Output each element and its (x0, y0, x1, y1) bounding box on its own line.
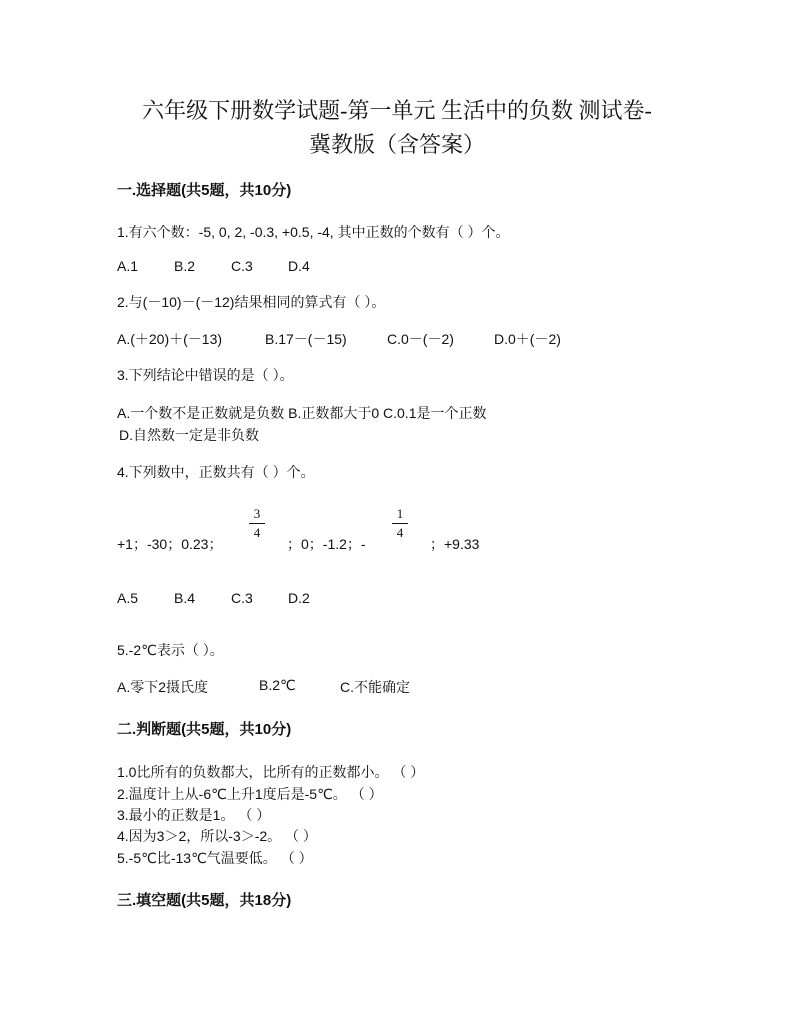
judge-item-2: 2.温度计上从-6℃上升1度后是-5℃。 （ ） (117, 786, 383, 802)
document-title-line2: 冀教版（含答案） (308, 132, 485, 157)
question-2-option-a: A.(＋20)＋(－13) (117, 331, 223, 347)
question-2-option-d: D.0＋(－2) (494, 331, 561, 347)
question-3-options-row2: D.自然数一定是非负数 (119, 427, 259, 443)
question-2-option-b: B.17－(－15) (265, 331, 347, 347)
question-3-stem: 3.下列结论中错误的是（ ）。 (117, 367, 294, 383)
judge-item-4: 4.因为3＞2，所以-3＞-2。 （ ） (117, 828, 317, 844)
fraction-1-numerator: 3 (253, 506, 261, 521)
question-4-option-d: D.2 (288, 590, 310, 606)
section-heading-choice: 一.选择题(共5题，共10分) (117, 182, 292, 199)
fraction-three-quarters (247, 506, 267, 541)
question-1-stem: 1.有六个数：-5, 0, 2, -0.3, +0.5, -4, 其中正数的个数有（ ）个。 (117, 224, 510, 240)
question-4-option-c: C.3 (231, 590, 253, 606)
question-1-option-a: A.1 (117, 258, 139, 274)
question-4-numbers-part1: +1；-30；0.23； (117, 536, 223, 552)
section-heading-judge: 二.判断题(共5题，共10分) (117, 721, 292, 738)
fraction-one-quarter (390, 506, 410, 541)
judge-item-3: 3.最小的正数是1。 （ ） (117, 807, 271, 823)
fraction-2-numerator: 1 (396, 506, 404, 521)
question-4-numbers-part3: ；+9.33 (430, 536, 480, 552)
question-4-stem: 4.下列数中，正数共有（ ）个。 (117, 464, 315, 480)
fraction-1-denominator: 4 (253, 525, 261, 540)
section-heading-fill: 三.填空题(共5题，共18分) (117, 892, 292, 909)
fraction-2-denominator: 4 (396, 525, 404, 540)
question-1-option-d: D.4 (288, 258, 310, 274)
question-2-option-c: C.0－(－2) (387, 331, 454, 347)
document-title-line1: 六年级下册数学试题-第一单元 生活中的负数 测试卷- (142, 98, 652, 123)
question-4-option-a: A.5 (117, 590, 139, 606)
question-4-option-b: B.4 (174, 590, 196, 606)
question-5-option-c: C.不能确定 (340, 679, 410, 695)
fraction-1-bar (249, 523, 265, 524)
question-3-options-row1: A.一个数不是正数就是负数 B.正数都大于0 C.0.1是一个正数 (117, 405, 487, 421)
question-4-numbers-part2: ；0；-1.2；- (287, 536, 366, 552)
judge-item-5: 5.-5℃比-13℃气温要低。 （ ） (117, 850, 313, 866)
question-1-option-c: C.3 (231, 258, 253, 274)
question-5-option-a: A.零下2摄氏度 (117, 679, 209, 695)
question-1-option-b: B.2 (174, 258, 196, 274)
question-5-stem: 5.-2℃表示（ ）。 (117, 642, 224, 658)
question-5-option-b: B.2℃ (259, 677, 296, 693)
fraction-2-bar (392, 523, 408, 524)
judge-item-1: 1.0比所有的负数都大，比所有的正数都小。 （ ） (117, 764, 425, 780)
question-2-stem: 2.与(－10)－(－12)结果相同的算式有（ ）。 (117, 294, 386, 310)
